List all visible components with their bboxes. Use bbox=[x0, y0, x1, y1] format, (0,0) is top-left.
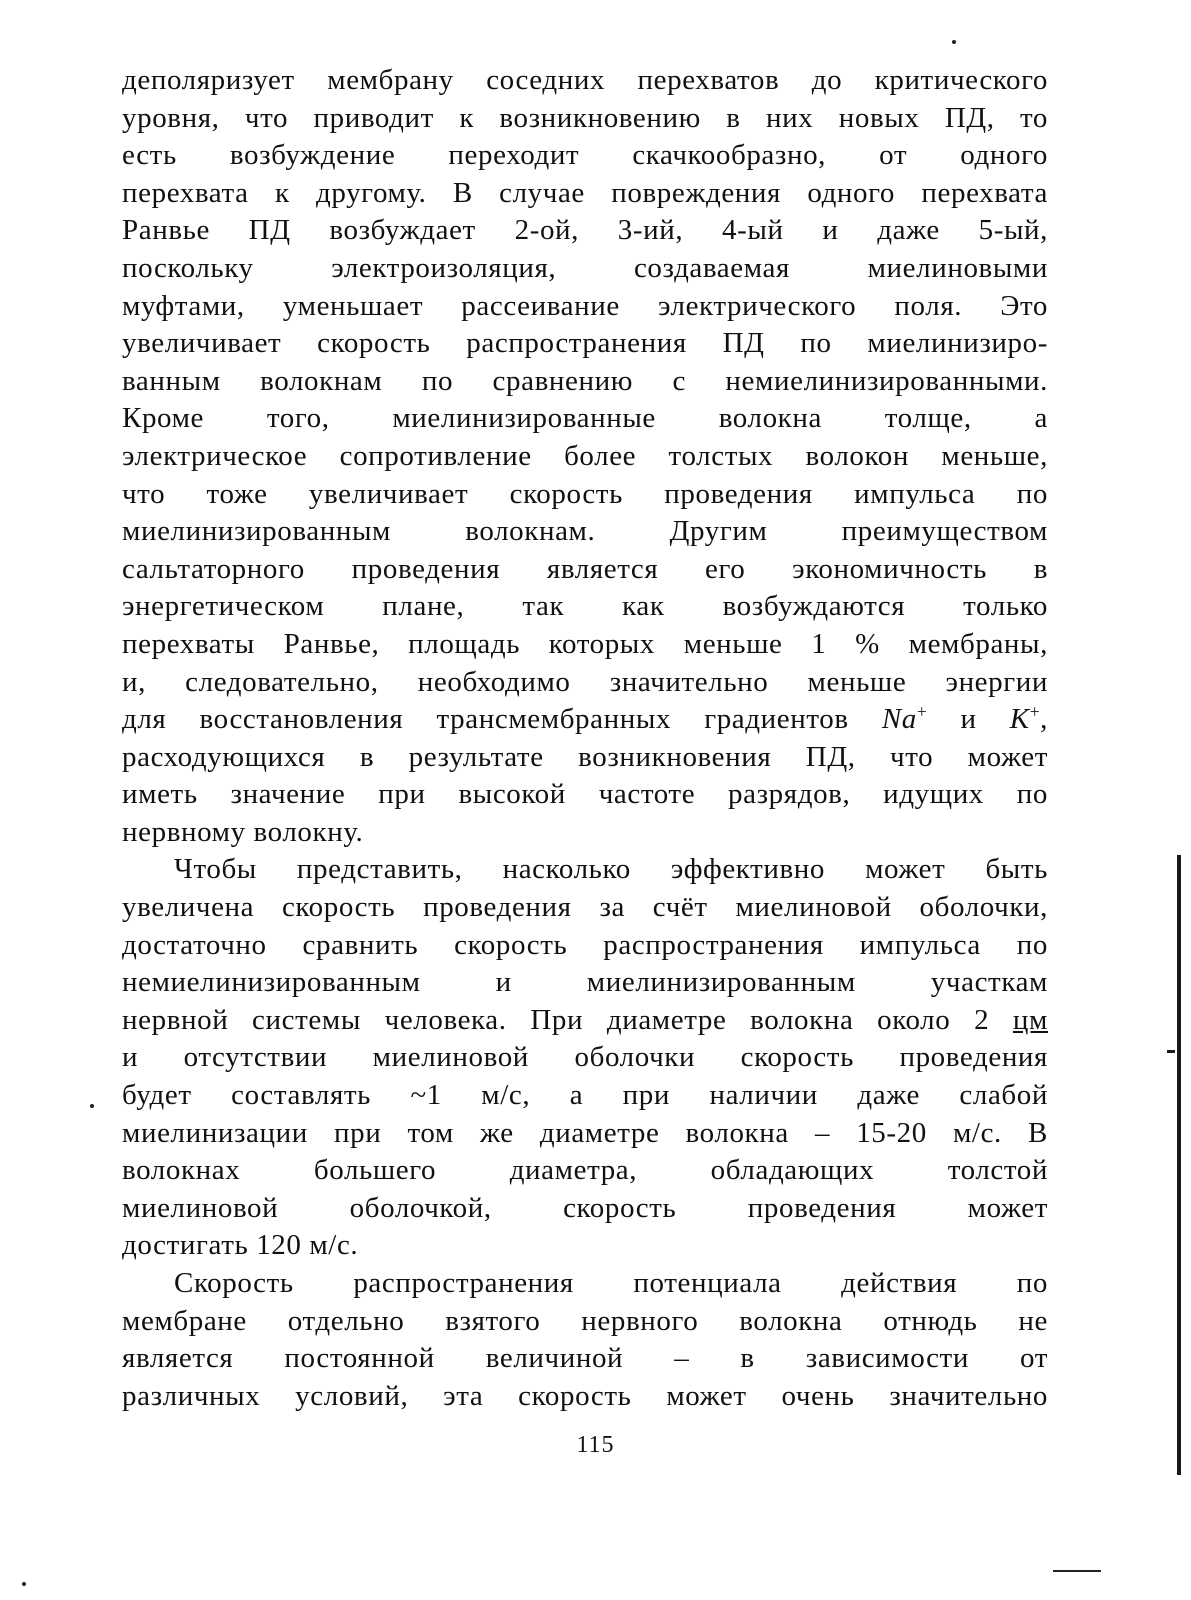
text-line: иметь значение при высокой частоте разрядов, идущих по bbox=[122, 778, 1048, 811]
scan-edge-line bbox=[1177, 855, 1181, 1475]
text-line: энергетическом плане, так как возбуждаются только bbox=[122, 590, 1048, 623]
text-line: расходующихся в результате возникновения ПД, что может bbox=[122, 740, 1048, 773]
scan-tick-mark bbox=[1167, 1050, 1175, 1053]
text-line: миелиновой оболочкой, скорость проведения может bbox=[122, 1191, 1048, 1224]
text-line: Ранвье ПД возбуждает 2-ой, 3-ий, 4-ый и даже 5-ый, bbox=[122, 214, 1048, 247]
potassium-ion: K bbox=[1009, 703, 1030, 736]
text-line: и, следовательно, необходимо значительно меньше энергии bbox=[122, 665, 1048, 698]
ion-line-conjunction: и bbox=[927, 703, 1010, 736]
paragraph-1 bbox=[122, 62, 1048, 851]
unit-line-prefix: нервной системы человека. При диаметре волокна около 2 bbox=[122, 1003, 1013, 1036]
ion-line-prefix: для восстановления трансмембранных градиентов bbox=[122, 703, 882, 736]
text-line: электрическое сопротивление более толстых волокон меньше, bbox=[122, 439, 1048, 472]
text-line: различных условий, эта скорость может очень значительно bbox=[122, 1379, 1048, 1412]
micrometer-unit: цм bbox=[1012, 1003, 1048, 1036]
text-line: является постоянной величиной – в зависимости от bbox=[122, 1342, 1048, 1375]
scan-speck bbox=[22, 1582, 26, 1586]
text-line: Кроме того, миелинизированные волокна толще, а bbox=[122, 402, 1048, 435]
text-line: нервному волокну. bbox=[122, 815, 364, 848]
ion-gradient-line bbox=[122, 701, 1048, 739]
potassium-charge: + bbox=[1029, 701, 1041, 722]
text-line: миелинизации при том же диаметре волокна – 15-20 м/с. В bbox=[122, 1116, 1048, 1149]
text-line: перехваты Ранвье, площадь которых меньше 1 % мембраны, bbox=[122, 627, 1048, 660]
text-line: муфтами, уменьшает рассеивание электрического поля. Это bbox=[122, 289, 1048, 322]
text-line: Скорость распространения потенциала действия по bbox=[174, 1267, 1048, 1299]
sodium-charge: + bbox=[916, 701, 928, 722]
ion-line-suffix: , bbox=[1040, 703, 1048, 736]
body-text bbox=[122, 62, 1048, 1415]
scan-speck bbox=[952, 40, 956, 44]
text-line: миелинизированным волокнам. Другим преимуществом bbox=[122, 515, 1048, 548]
text-line: перехвата к другому. В случае повреждения одного перехвата bbox=[122, 176, 1048, 209]
text-line: уровня, что приводит к возникновению в них новых ПД, то bbox=[122, 101, 1048, 134]
text-line: Чтобы представить, насколько эффективно может быть bbox=[174, 853, 1048, 886]
text-line: достигать 120 м/с. bbox=[122, 1229, 359, 1262]
paragraph-2 bbox=[122, 851, 1048, 1265]
text-line: что тоже увеличивает скорость проведения импульса по bbox=[122, 477, 1048, 510]
text-line: волокнах большего диаметра, обладающих толстой bbox=[122, 1154, 1048, 1187]
text-line: есть возбуждение переходит скачкообразно, от одного bbox=[122, 139, 1048, 172]
text-line: ванным волокнам по сравнению с немиелинизированными. bbox=[122, 364, 1048, 397]
text-line: увеличивает скорость распространения ПД по миелинизиро- bbox=[122, 327, 1048, 360]
text-line: сальтаторного проведения является его экономичность в bbox=[122, 552, 1048, 585]
text-line: увеличена скорость проведения за счёт миелиновой оболочки, bbox=[122, 891, 1048, 924]
text-line: достаточно сравнить скорость распространения импульса по bbox=[122, 928, 1048, 961]
text-line: будет составлять ~1 м/с, а при наличии даже слабой bbox=[122, 1079, 1048, 1112]
text-line: деполяризует мембрану соседних перехватов до критического bbox=[122, 64, 1048, 96]
fiber-diameter-line bbox=[122, 1002, 1048, 1040]
text-line: поскольку электроизоляция, создаваемая миелиновыми bbox=[122, 251, 1048, 284]
page-number: 115 bbox=[576, 1432, 615, 1458]
sodium-ion: Na bbox=[881, 703, 917, 736]
scan-speck bbox=[90, 1104, 94, 1108]
text-line: мембране отдельно взятого нервного волокна отнюдь не bbox=[122, 1304, 1048, 1337]
scan-bottom-mark bbox=[1053, 1570, 1101, 1572]
paragraph-3 bbox=[122, 1265, 1048, 1415]
text-line: немиелинизированным и миелинизированным участкам bbox=[122, 966, 1048, 999]
text-line: и отсутствии миелиновой оболочки скорость проведения bbox=[122, 1041, 1048, 1074]
